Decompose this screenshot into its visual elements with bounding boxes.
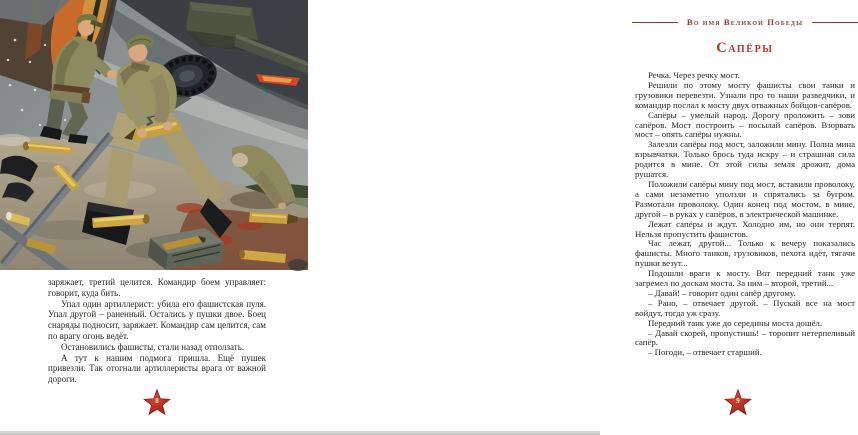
paragraph: Залезли сапёры под мост, заложили мину. Полна мина взрывчатки. Только брось туда искру – и страшная сила родится в мине. От этой силы земля дрожит, дома рушатся. (635, 139, 855, 180)
page-number-star-right (723, 388, 753, 418)
paragraph: Сапёры – умелый народ. Дорогу проложить – зови сапёров. Мост построить – посылай сапёров. Взорвать мост – опять сапёры нужны. (635, 109, 855, 140)
page-number: 8 (155, 397, 159, 405)
paragraph: А тут к нашим подмога пришла. Ещё пушек привезли. Так отогнали артиллеристы врага от важной дороги. (48, 352, 266, 385)
chapter-header (635, 17, 855, 27)
paragraph: Остановились фашисты, стали назад отползать. (61, 341, 245, 352)
page-right (300, 0, 855, 435)
battle-illustration-art (0, 0, 308, 270)
paragraph: Передний танк уже до середины моста дошёл. (648, 317, 823, 328)
paragraph: Подошли враги к мосту. Вот передний танк уже загремел по доскам моста. За ним – второй, третий... (635, 268, 855, 289)
paragraph: Упал один артиллерист: убила его фашистская пуля. Упал другой – раненный. Остались у пушки двое. Боец снаряды подносит, заряжает. Командир сам целится, сам по врагу огонь ведёт. (48, 298, 266, 341)
right-page-text (635, 71, 855, 358)
paragraph: – Рано, – отвечает другой. – Пускай все на мост войдут, тогда уж сразу. (635, 297, 855, 318)
paragraph: заряжает, третий целится. Командир боем управляет: говорит, куда бить. (48, 277, 266, 298)
paragraph: – Погоди, – отвечает старший. (648, 347, 762, 358)
paragraph: – Давай скорей, пропустишь! – торопит нетерпеливый сапёр. (635, 327, 855, 348)
paragraph: Речка. Через речку мост. (648, 70, 740, 80)
series-title: Во имя Великой Победы (686, 17, 804, 27)
battle-illustration (0, 0, 308, 270)
left-page-text (48, 277, 266, 385)
header-rule-right-icon (812, 22, 858, 23)
paragraph: Час лежат, другой... Только к вечеру показались фашисты. Много танков, грузовиков, пехота идёт, тягачи пушки везут... (635, 238, 855, 269)
paragraph: Лежат сапёры и ждут. Холодно им, но они терпят. Нельзя пропустить фашистов. (635, 218, 855, 239)
header-rule-left-icon (632, 22, 678, 23)
page-number: 9 (736, 397, 740, 405)
paragraph: Решили по этому мосту фашисты свои танки и грузовики перевезти. Узнали про то наши разведчики, и командир послал к мосту двух отважных бойцов-сапёров. (635, 79, 855, 110)
paragraph: Положили сапёры мину под мост, вставили проволоку, а сами незаметно уползли и спрятались за бугром. Размотали проволоку. Один конец под мостом, в мине, другой – в руках у сапёров, в электрической машинке. (635, 178, 855, 219)
paragraph: – Давай! – говорит один сапёр другому. (648, 287, 796, 298)
page-number-star-left (142, 388, 172, 418)
page-left (0, 0, 300, 435)
story-title: Сапёры (716, 40, 774, 56)
